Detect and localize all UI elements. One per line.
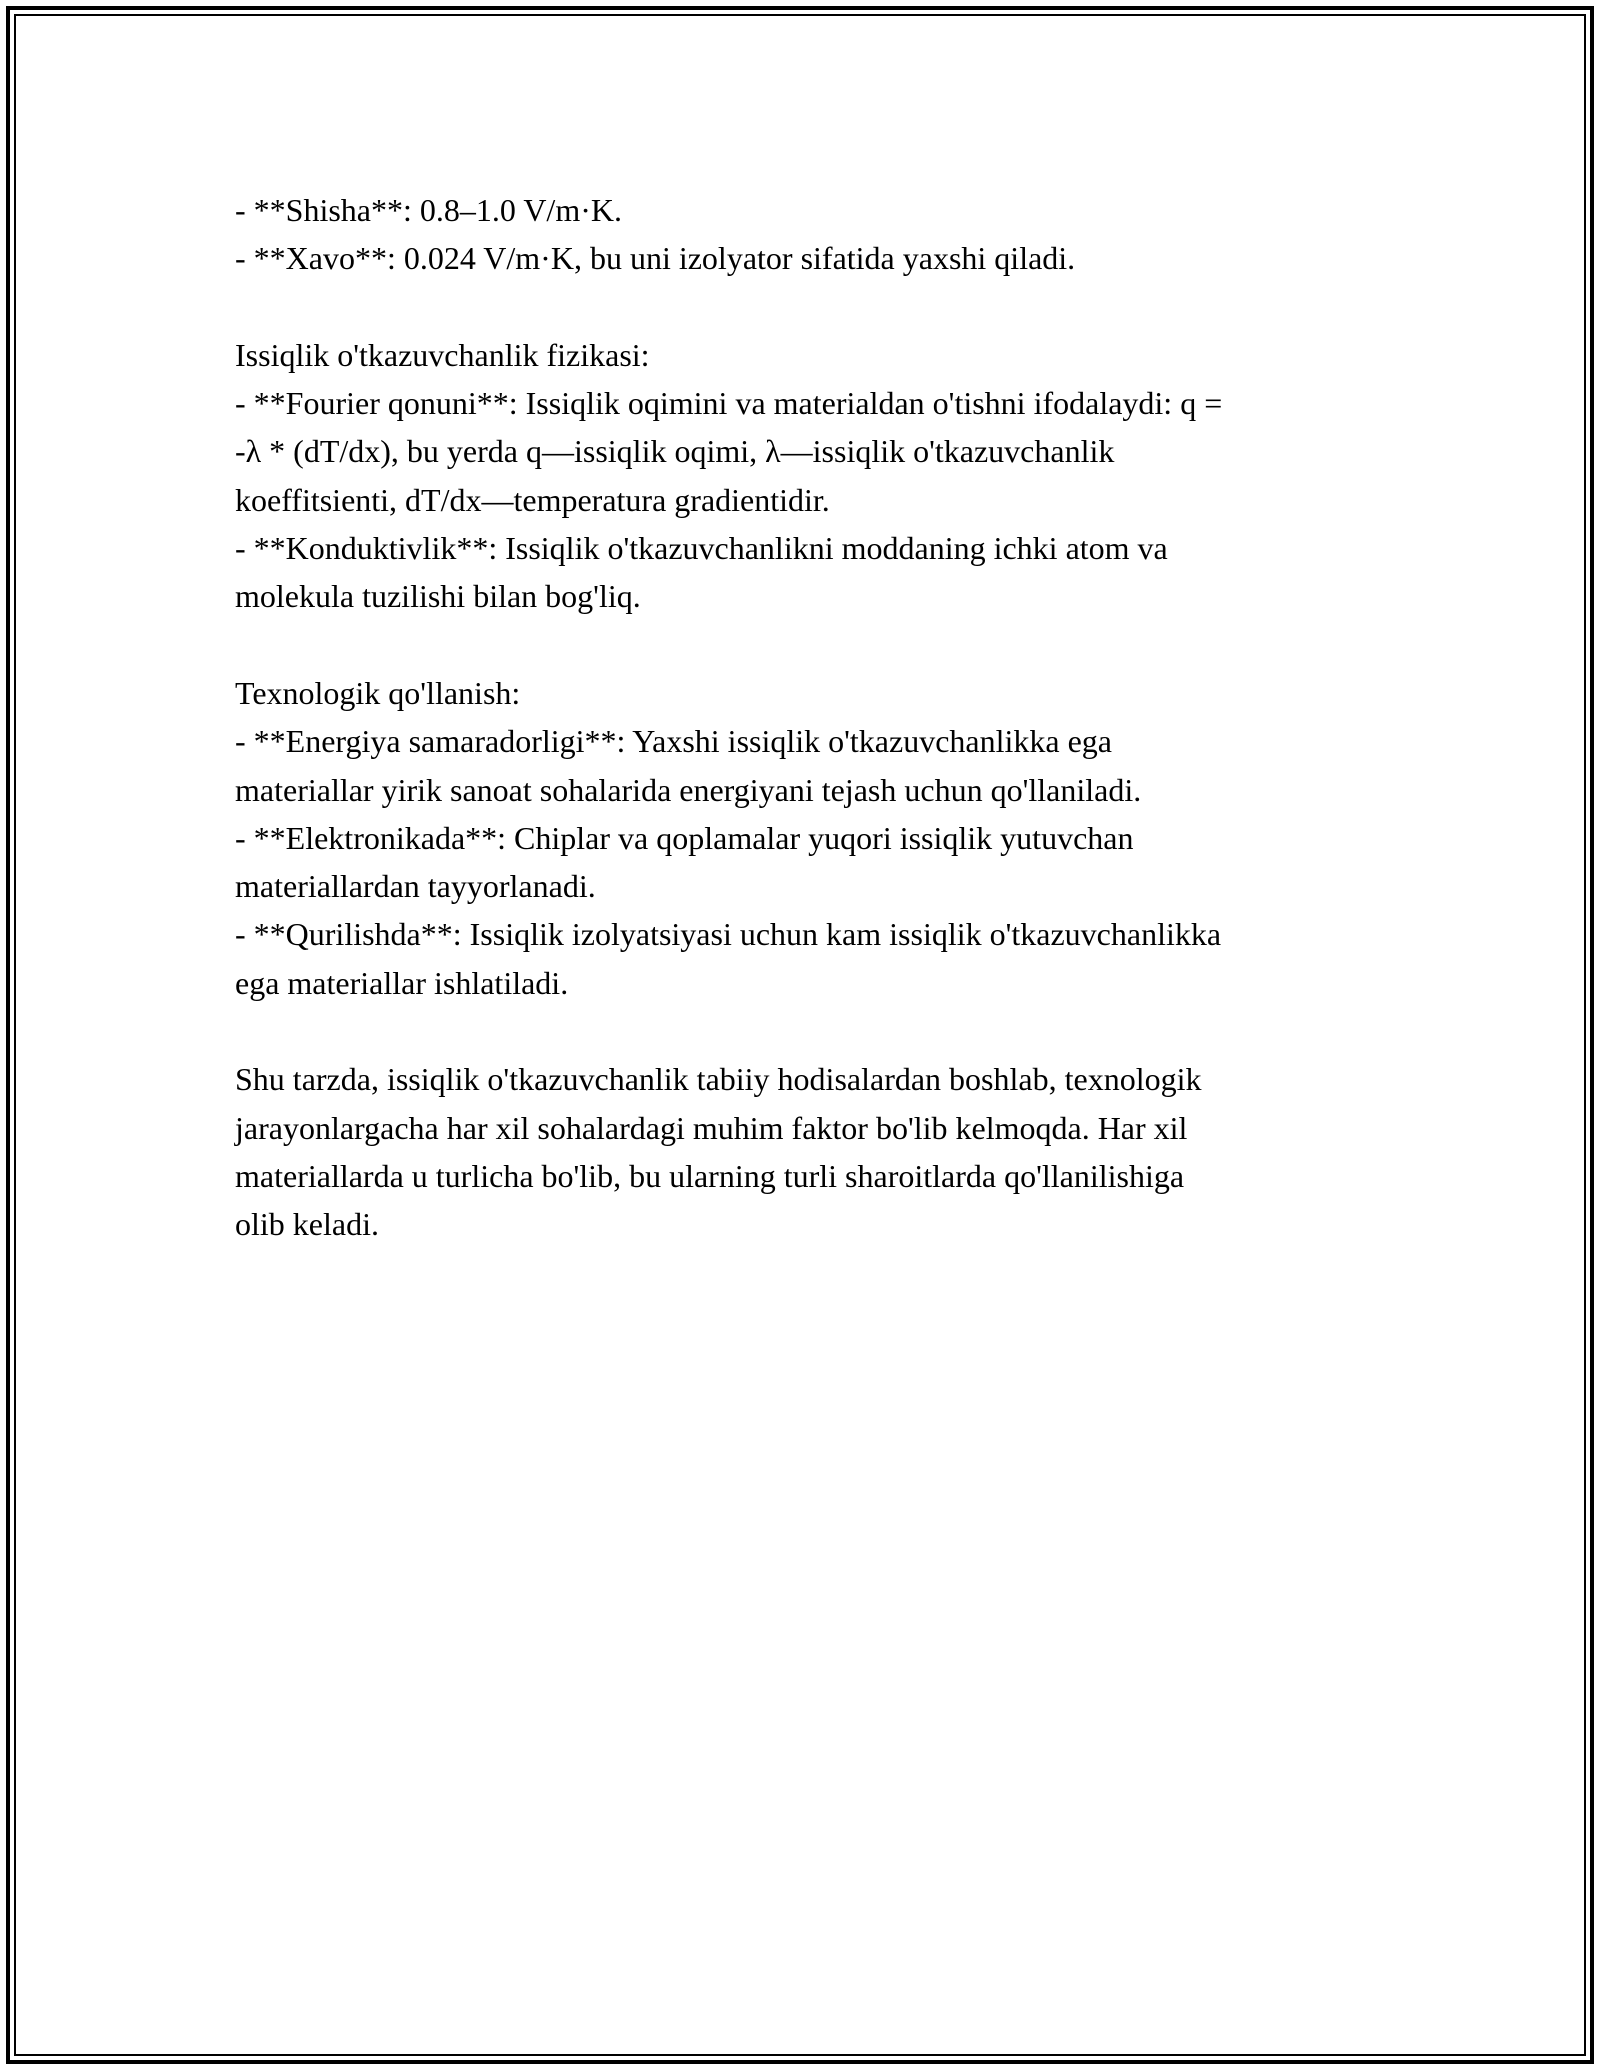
paragraph-physics xyxy=(235,331,1385,621)
text-line: -λ * (dT/dx), bu yerda q—issiqlik oqimi, λ—issiqlik o'tkazuvchanlik xyxy=(235,433,1115,470)
section-heading: Issiqlik o'tkazuvchanlik fizikasi: xyxy=(235,336,650,373)
paragraph-applications xyxy=(235,669,1385,1007)
text-line: olib keladi. xyxy=(235,1206,379,1243)
paragraph-material-values xyxy=(235,186,1385,283)
paragraph-spacer xyxy=(235,621,1385,669)
text-line: materiallar yirik sanoat sohalarida energiyani tejash uchun qo'llaniladi. xyxy=(235,771,1142,808)
text-line: jarayonlargacha har xil sohalardagi muhim faktor bo'lib kelmoqda. Har xil xyxy=(235,1109,1188,1146)
paragraph-spacer xyxy=(235,283,1385,331)
text-line: - **Elektronikada**: Chiplar va qoplamalar yuqori issiqlik yutuvchan xyxy=(235,819,1134,856)
paragraph-conclusion xyxy=(235,1055,1385,1248)
text-line: - **Fourier qonuni**: Issiqlik oqimini va materialdan o'tishni ifodalaydi: q = xyxy=(235,385,1223,422)
text-line: molekula tuzilishi bilan bog'liq. xyxy=(235,578,641,615)
document-body xyxy=(235,186,1385,1249)
text-line: materiallarda u turlicha bo'lib, bu ularning turli sharoitlarda qo'llanilishiga xyxy=(235,1157,1185,1194)
text-line: - **Qurilishda**: Issiqlik izolyatsiyasi uchun kam issiqlik o'tkazuvchanlikka xyxy=(235,916,1222,953)
text-line: koeffitsienti, dT/dx—temperatura gradientidir. xyxy=(235,481,830,518)
text-line: materiallardan tayyorlanadi. xyxy=(235,868,596,905)
text-line: Shu tarzda, issiqlik o'tkazuvchanlik tabiiy hodisalardan boshlab, texnologik xyxy=(235,1061,1202,1098)
paragraph-spacer xyxy=(235,1007,1385,1055)
text-line: - **Xavo**: 0.024 V/m·K, bu uni izolyator sifatida yaxshi qiladi. xyxy=(235,240,1076,277)
text-line: ega materiallar ishlatiladi. xyxy=(235,964,569,1001)
text-line: - **Energiya samaradorligi**: Yaxshi issiqlik o'tkazuvchanlikka ega xyxy=(235,723,1112,760)
section-heading: Texnologik qo'llanish: xyxy=(235,674,521,711)
text-line: - **Shisha**: 0.8–1.0 V/m·K. xyxy=(235,192,622,228)
text-line: - **Konduktivlik**: Issiqlik o'tkazuvchanlikni moddaning ichki atom va xyxy=(235,530,1168,567)
